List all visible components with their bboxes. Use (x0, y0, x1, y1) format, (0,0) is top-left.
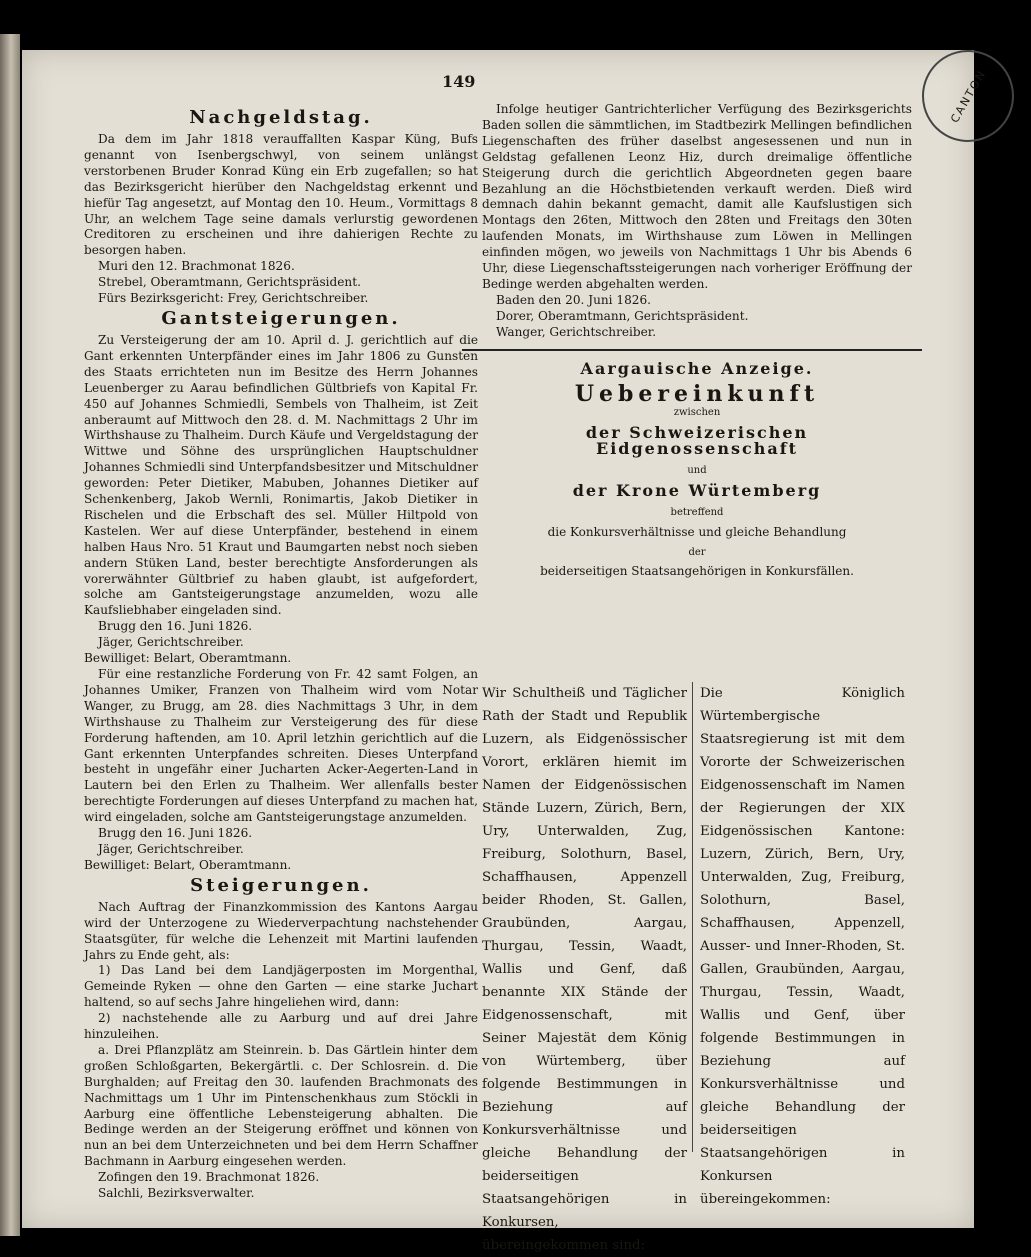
gant-approved-2: Bewilliget: Belart, Oberamtmann. (84, 857, 292, 872)
steigerungen-item-1: 1) Das Land bei dem Landjägerposten im Morgenthal, Gemeinde Ryken — ohne den Garten — eine starke Juchart haltend, so auf sechs Jahre hingeliehen wird, dann: (84, 963, 478, 1010)
left-column (84, 106, 478, 1202)
convention-concerning: betreffend (670, 506, 724, 518)
steigerungen-item-3: a. Drei Pflanzplätz am Steinrein. b. Das Gärtlein hinter dem großen Schloßgarten, Bekergärtli. c. Der Schlosrein. d. Die Burghalden; auf Freitag den 30. laufenden Brachmonats des Nachmittags um 1 Uhr im Pintenschenkhaus zum Stöckli in Aarburg eine öffentliche Lebensteigerung abhalten. Die Bedinge werden an der Steigerung eröffnet und können von nun an bei dem Unterzeichneten und bei dem Herrn Schaffner Bachmann in Aarburg eingesehen werden. (84, 1042, 478, 1169)
steigerungen-sig: Salchli, Bezirksverwalter. (98, 1186, 255, 1201)
convention-header (482, 358, 912, 580)
mellingen-body: Infolge heutiger Gantrichterlicher Verfügung des Bezirksgerichts Baden sollen die sämmtlichen, im Stadtbezirk Mellingen befindlichen Liegenschaften des früher daselbst angesessenen und nun in Geldstag gefallenen Leonz Hiz, durch dreimalige öffentliche Steigerung durch die gerichtlich Abgeordneten gegen baare Bezahlung an die Höchstbietenden verkauft werden. Dieß wird demnach dahin bekannt gemacht, damit alle Kaufslustigen sich Montags den 26ten, Mittwoch den 28ten und Freitags den 30ten laufenden Monats, im Wirthshause zum Löwen in Mellingen einfinden mögen, wo jeweils von Nachmittags 1 Uhr bis Abends 6 Uhr, diese Liegenschaftssteigerungen nach vorheriger Eröffnung der Bedinge werden abgehalten werden. (482, 102, 912, 291)
stamp-text: CANTON (947, 67, 989, 125)
treaty-wuerttemberg-column: Die Königlich Würtembergische Staatsregierung ist mit dem Vororte der Schweizerischen Eidgenossenschaft im Namen der Regierungen der XIX Eidgenössischen Kantone: Luzern, Zürich, Bern, Ury, Unterwalden, Zug, Freiburg, Solothurn, Basel, Schaffhausen, Appenzell, Ausser- und Inner-Rhoden, St. Gallen, Graubünden, Aargau, Thurgau, Tessin, Waadt, Wallis und Genf, über folgende Bestimmungen in Beziehung auf Konkursverhältnisse und gleiche Behandlung der beiderseitigen Staatsangehörigen in Konkursen übereingekommen: (700, 686, 905, 1207)
gant-body-2: Für eine restanzliche Forderung von Fr. 42 samt Folgen, an Johannes Umiker, Franzen von Thalheim wird vom Notar Wanger, zu Brugg, am 28. dies Nachmittags 3 Uhr, in dem Wirthshause zu Thalheim zur Versteigerung des für diese Forderung haftenden, am 10. April letzhin gerichtlich auf die Gant erkennten Unterpfandes schreiten. Dieses Unterpfand besteht in ungefähr einer Jucharten Acker-Aegerten-Land in Lautern bei den Erlen zu Thalheim. Wer allenfalls bester berechtigte Forderungen auf dieses Unterpfand zu machen hat, wird eingeladen, solche am Gantsteigerungstage anzumelden. (84, 667, 478, 825)
nachgeldstag-body: Da dem im Jahr 1818 verauffallten Kaspar Küng, Bufs genannt von Isenbergschwyl, von seinem unlängst verstorbenen Bruder Konrad Küng ein Erb zugefallen; so hat das Bezirksgericht hierüber den Nachgeldstag erkennt und hiefür Tag angesetzt, auf Montag den 10. Heum., Vormittags 8 Uhr, an welchem Tage seine damals verlurstig gewordenen Creditoren zu erscheinen und ihre dahierigen Rechte zu besorgen haben. (84, 132, 478, 258)
steigerungen-intro: Nach Auftrag der Finanzkommission des Kantons Aargau wird der Unterzogene zu Wiederverpachtung nachstehender Staatsgüter, für welche die Lehenzeit mit Martini laufenden Jahrs zu Ende geht, als: (84, 899, 478, 962)
gant-approved-1: Bewilliget: Belart, Oberamtmann. (84, 651, 292, 666)
mellingen-sig2: Wanger, Gerichtschreiber. (496, 324, 657, 339)
steigerungen-date: Zofingen den 19. Brachmonat 1826. (98, 1170, 320, 1185)
convention-and: und (687, 465, 707, 477)
nachgeldstag-heading: Nachgeldstag. (189, 107, 373, 128)
treaty-text (482, 682, 912, 1253)
aargau-heading: Aargauische Anzeige. (580, 358, 814, 378)
newspaper-page (22, 50, 989, 1253)
library-stamp (905, 33, 1031, 159)
convention-title: Uebereinkunft (574, 380, 820, 407)
steigerungen-heading: Steigerungen. (190, 874, 372, 896)
convention-subject-1: die Konkursverhältnisse und gleiche Behandlung (547, 524, 847, 539)
nachgeldstag-sig1: Strebel, Oberamtmann, Gerichtspräsident. (98, 275, 361, 290)
section-rule (462, 349, 922, 351)
left-page-edge (0, 34, 20, 1236)
convention-of: der (688, 546, 706, 558)
gant-sig-2: Jäger, Gerichtschreiber. (98, 841, 244, 856)
convention-party-1: der Schweizerischen Eidgenossenschaft (585, 423, 809, 459)
treaty-swiss-column: Wir Schultheiß und Täglicher Rath der Stadt und Republik Luzern, als Eidgenössischer Vorort, erklären hiemit im Namen der Eidgenössischen Stände Luzern, Zürich, Bern, Ury, Unterwalden, Zug, Freiburg, Solothurn, Basel, Schaffhausen, Appenzell beider Rhoden, St. Gallen, Graubünden, Aargau, Thurgau, Tessin, Waadt, Wallis und Genf, daß benannte XIX Stände der Eidgenossenschaft, mit Seiner Majestät dem König von Würtemberg, über folgende Bestimmungen in Beziehung auf Konkursverhältnisse und gleiche Behandlung der beiderseitigen Staatsangehörigen in Konkursen, übereingekommen sind: (482, 686, 687, 1253)
steigerungen-notice (84, 876, 478, 1202)
mellingen-sig1: Dorer, Oberamtmann, Gerichtspräsident. (496, 308, 749, 323)
nachgeldstag-notice (84, 108, 478, 307)
gant-heading: Gantsteigerungen. (161, 307, 401, 329)
nachgeldstag-sig2: Fürs Bezirksgericht: Frey, Gerichtschreiber. (98, 291, 369, 306)
gant-body-1: Zu Versteigerung der am 10. April d. J. gerichtlich auf die Gant erkennten Unterpfänder eines im Jahr 1806 zu Gunsten des Staats errichteten nun im Besitze des Herrn Johannes Leuenberger zu Aarau befindlichen Gültbriefs von Kapital Fr. 450 auf Johannes Schmiedli, Sembels von Thalheim, ist Zeit anberaumt auf Mittwoch den 28. d. M. Nachmittags 2 Uhr im Wirthshause zu Thalheim. Durch Käufe und Vergeldstagung der Wittwe und Söhne des ursprünglichen Hauptschuldner Johannes Schmiedli sind Unterpfandsbesitzer und Mitschuldner geworden: Peter Dietiker, Mabuben, Johannes Dietiker auf Schenkenberg, Jakob Wernli, Ronimartis, Jakob Dietiker in Rischelen und die Erbschaft des sel. Müller Hiltpold von Kastelen. Wer auf diese Unterpfänder, bestehend in einem halben Haus Nro. 51 Kraut und Baumgarten nebst noch sieben andern Stüken Land, bester berechtigte Ansforderungen als vorerwähnter Gültbrief zu haben glaubt, ist aufgefordert, solche am Gantsteigerungstage anzumelden, wozu alle Kaufsliebhaber eingeladen sind. (84, 332, 478, 618)
gant-sig-1: Jäger, Gerichtschreiber. (98, 635, 244, 650)
gant-notice (84, 309, 478, 874)
convention-party-2: der Krone Würtemberg (572, 481, 822, 501)
gant-date-2: Brugg den 16. Juni 1826. (98, 826, 253, 841)
mellingen-notice (482, 102, 912, 341)
convention-subject-2: beiderseitigen Staatsangehörigen in Konkursfällen. (540, 563, 854, 578)
treaty-divider (692, 682, 693, 1152)
right-column (482, 102, 912, 1253)
nachgeldstag-date: Muri den 12. Brachmonat 1826. (98, 259, 295, 274)
steigerungen-item-2: 2) nachstehende alle zu Aarburg und auf drei Jahre hinzuleihen. (84, 1011, 478, 1042)
page-number: 149 (442, 72, 476, 91)
mellingen-date: Baden den 20. Juni 1826. (496, 292, 651, 307)
convention-between: zwischen (673, 407, 721, 419)
gant-date-1: Brugg den 16. Juni 1826. (98, 619, 253, 634)
